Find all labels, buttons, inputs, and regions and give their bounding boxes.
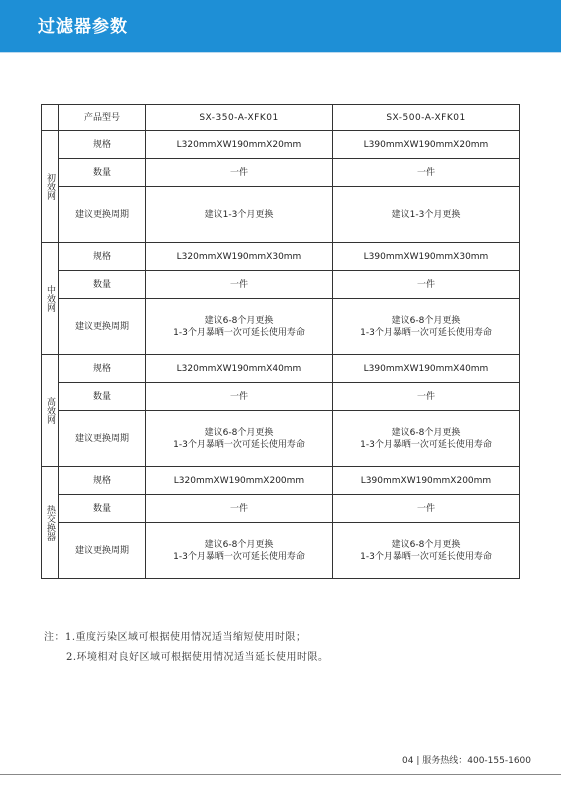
table-row xyxy=(42,467,520,495)
spec-value-cell: L390mmXW190mmX20mm xyxy=(333,131,520,159)
row-label-cell: 建议更换周期 xyxy=(59,411,146,467)
quantity-value-cell: 一件 xyxy=(146,271,333,299)
replacement-cycle-line: 1-3个月暴晒一次可延长使用寿命 xyxy=(173,551,305,562)
model-header-cell: 产品型号 xyxy=(59,105,146,131)
row-label-cell: 建议更换周期 xyxy=(59,187,146,243)
row-label-cell: 数量 xyxy=(59,383,146,411)
filter-group-label xyxy=(42,355,59,467)
filter-group-name: 中效网 xyxy=(45,285,55,312)
spec-value-cell: L320mmXW190mmX200mm xyxy=(146,467,333,495)
spec-value-cell: L390mmXW190mmX40mm xyxy=(333,355,520,383)
filter-group-name: 热交换器 xyxy=(45,504,55,541)
replacement-cycle-line: 建议6-8个月更换 xyxy=(204,427,274,438)
filter-group-label xyxy=(42,467,59,579)
replacement-cycle-line: 1-3个月暴晒一次可延长使用寿命 xyxy=(360,327,492,338)
quantity-value-cell: 一件 xyxy=(333,271,520,299)
replacement-cycle-cell xyxy=(333,411,520,467)
spec-value-cell: L390mmXW190mmX200mm xyxy=(333,467,520,495)
quantity-value-cell: 一件 xyxy=(146,159,333,187)
model-name-cell: SX-350-A-XFK01 xyxy=(146,105,333,131)
table-row xyxy=(42,411,520,467)
row-label-cell: 规格 xyxy=(59,355,146,383)
header-divider xyxy=(0,52,561,53)
table-row xyxy=(42,159,520,187)
filter-group-name: 高效网 xyxy=(45,397,55,424)
page-title: 过滤器参数 xyxy=(38,17,128,37)
model-name-cell: SX-500-A-XFK01 xyxy=(333,105,520,131)
replacement-cycle-line: 建议1-3个月更换 xyxy=(204,209,274,220)
table-row xyxy=(42,299,520,355)
replacement-cycle-cell xyxy=(146,299,333,355)
table-row xyxy=(42,131,520,159)
spec-value-cell: L320mmXW190mmX30mm xyxy=(146,243,333,271)
replacement-cycle-line: 1-3个月暴晒一次可延长使用寿命 xyxy=(360,439,492,450)
spec-value-cell: L320mmXW190mmX40mm xyxy=(146,355,333,383)
replacement-cycle-cell xyxy=(146,187,333,243)
row-label-cell: 数量 xyxy=(59,159,146,187)
filter-group-label xyxy=(42,131,59,243)
row-label-cell: 数量 xyxy=(59,495,146,523)
note-line-1: 注：1.重度污染区域可根据使用情况适当缩短使用时限； xyxy=(44,632,307,643)
replacement-cycle-line: 建议1-3个月更换 xyxy=(391,209,461,220)
row-label-cell: 建议更换周期 xyxy=(59,299,146,355)
replacement-cycle-line: 建议6-8个月更换 xyxy=(391,427,461,438)
row-label-cell: 规格 xyxy=(59,131,146,159)
notes-section xyxy=(44,628,329,668)
replacement-cycle-cell xyxy=(146,523,333,579)
replacement-cycle-line: 1-3个月暴晒一次可延长使用寿命 xyxy=(173,439,305,450)
table-row xyxy=(42,383,520,411)
table-header-row xyxy=(42,105,520,131)
table-row xyxy=(42,495,520,523)
row-label-cell: 规格 xyxy=(59,243,146,271)
filter-parameters-table xyxy=(41,104,520,579)
row-label-cell: 规格 xyxy=(59,467,146,495)
footer-divider xyxy=(0,774,561,775)
row-label-cell: 数量 xyxy=(59,271,146,299)
table-row xyxy=(42,523,520,579)
table-row xyxy=(42,243,520,271)
spec-value-cell: L320mmXW190mmX20mm xyxy=(146,131,333,159)
replacement-cycle-cell xyxy=(333,299,520,355)
replacement-cycle-line: 建议6-8个月更换 xyxy=(204,539,274,550)
quantity-value-cell: 一件 xyxy=(333,495,520,523)
spec-value-cell: L390mmXW190mmX30mm xyxy=(333,243,520,271)
replacement-cycle-cell xyxy=(146,411,333,467)
note-line-2: 2.环境相对良好区域可根据使用情况适当延长使用时限。 xyxy=(66,652,329,663)
table-row xyxy=(42,271,520,299)
replacement-cycle-line: 建议6-8个月更换 xyxy=(204,315,274,326)
replacement-cycle-line: 建议6-8个月更换 xyxy=(391,315,461,326)
quantity-value-cell: 一件 xyxy=(333,159,520,187)
replacement-cycle-line: 建议6-8个月更换 xyxy=(391,539,461,550)
replacement-cycle-cell xyxy=(333,187,520,243)
replacement-cycle-line: 1-3个月暴晒一次可延长使用寿命 xyxy=(360,551,492,562)
table-row xyxy=(42,355,520,383)
page-header-banner xyxy=(0,0,561,52)
replacement-cycle-line: 1-3个月暴晒一次可延长使用寿命 xyxy=(173,327,305,338)
quantity-value-cell: 一件 xyxy=(146,495,333,523)
row-label-cell: 建议更换周期 xyxy=(59,523,146,579)
replacement-cycle-cell xyxy=(333,523,520,579)
footer-hotline: 04 | 服务热线：400-155-1600 xyxy=(402,756,531,766)
filter-group-label xyxy=(42,243,59,355)
quantity-value-cell: 一件 xyxy=(146,383,333,411)
table-row xyxy=(42,187,520,243)
quantity-value-cell: 一件 xyxy=(333,383,520,411)
filter-group-name: 初效网 xyxy=(45,173,55,200)
table-corner-cell xyxy=(42,105,59,131)
